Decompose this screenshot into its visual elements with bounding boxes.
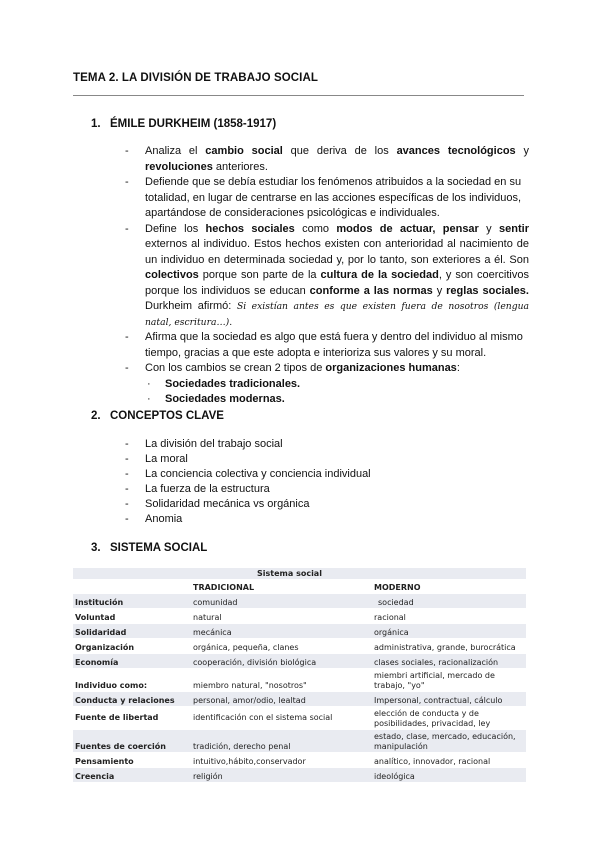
list-item: - Defiende que se debía estudiar los fenómenos atribuidos a la sociedad en su totalidad, en lugar de centrarse en las acciones específicas de los individuos, apartándose de consideraciones psicológicas e individuales. <box>125 176 522 219</box>
cell-modern: miembri artificial, mercado de trabajo, "yo" <box>372 669 526 692</box>
cell-modern: clases sociales, racionalización <box>372 654 526 669</box>
section-3-number: 3. <box>91 542 101 554</box>
cell-traditional: identificación con el sistema social <box>191 707 372 730</box>
cell-modern: ideológica <box>372 768 526 783</box>
section-2-list <box>125 437 529 527</box>
sub-list-item: · Sociedades tradicionales. <box>147 377 301 390</box>
row-label: Fuente de libertad <box>73 707 191 730</box>
table-header-row <box>73 580 526 594</box>
cell-modern: estado, clase, mercado, educación, manipulación <box>372 730 526 753</box>
column-header-traditional: TRADICIONAL <box>191 580 372 594</box>
row-label: Solidaridad <box>73 624 191 639</box>
list-item: - Analiza el cambio social que deriva de los avances tecnológicos y revoluciones anteriores. <box>125 145 529 173</box>
cell-traditional: comunidad <box>191 594 372 609</box>
table-row <box>73 654 526 669</box>
cell-modern: Impersonal, contractual, cálculo <box>372 692 526 707</box>
cell-modern: elección de conducta y de posibilidades, privacidad, ley <box>372 707 526 730</box>
title-divider <box>73 95 524 96</box>
list-item: - Solidaridad mecánica vs orgánica <box>125 498 310 510</box>
sub-list-item: · Sociedades modernas. <box>147 393 285 405</box>
table-row <box>73 624 526 639</box>
table-row <box>73 594 526 609</box>
cell-traditional: mecánica <box>191 624 372 639</box>
row-label: Institución <box>73 594 191 609</box>
cell-traditional: tradición, derecho penal <box>191 730 372 753</box>
section-3-heading <box>91 542 207 554</box>
list-item: - La conciencia colectiva y conciencia individual <box>125 468 371 480</box>
list-item: - Anomia <box>125 513 183 525</box>
section-2-title: CONCEPTOS CLAVE <box>110 410 224 422</box>
section-2-number: 2. <box>91 410 101 422</box>
cell-traditional: orgánica, pequeña, clanes <box>191 639 372 654</box>
table-caption-row <box>73 568 526 580</box>
cell-modern: sociedad <box>372 594 526 609</box>
list-item: - Define los hechos sociales como modos de actuar, pensar y sentir externos al individuo. Estos hechos existen con anterioridad al nacimiento de un individuo en determinada sociedad y, por lo tanto, son exteriores a él. Son colectivos porque son parte de la cultura de la sociedad, y son coercitivos porque los individuos se educan conforme a las normas y reglas sociales. Durkheim afirmó: Si existían antes es que existen fuera de nosotros (lengua natal, escritura…). <box>125 222 529 328</box>
list-item: - La fuerza de la estructura <box>125 483 270 495</box>
row-label: Voluntad <box>73 609 191 624</box>
row-label: Conducta y relaciones <box>73 692 191 707</box>
cell-traditional: cooperación, división biológica <box>191 654 372 669</box>
row-label: Creencia <box>73 768 191 783</box>
section-1-number: 1. <box>91 118 101 130</box>
column-header-modern: MODERNO <box>372 580 526 594</box>
social-system-table <box>73 568 526 783</box>
cell-traditional: intuitivo,hábito,conservador <box>191 753 372 768</box>
table-row <box>73 707 526 730</box>
table-row <box>73 609 526 624</box>
durkheim-quote: Si existían antes es que existen fuera de nosotros (lengua natal, escritura…). <box>145 301 529 328</box>
table-row <box>73 692 526 707</box>
table-row <box>73 753 526 768</box>
section-1-list <box>125 144 529 408</box>
cell-traditional: religión <box>191 768 372 783</box>
row-label: Pensamiento <box>73 753 191 768</box>
section-1-title: ÉMILE DURKHEIM (1858-1917) <box>110 118 277 130</box>
table-row <box>73 639 526 654</box>
cell-modern: analítico, innovador, racional <box>372 753 526 768</box>
table-row <box>73 730 526 753</box>
table-row <box>73 768 526 783</box>
cell-modern: orgánica <box>372 624 526 639</box>
row-label: Economía <box>73 654 191 669</box>
section-3-title: SISTEMA SOCIAL <box>110 542 208 554</box>
table-row <box>73 669 526 692</box>
document-title: TEMA 2. LA DIVISIÓN DE TRABAJO SOCIAL <box>73 72 319 84</box>
cell-modern: racional <box>372 609 526 624</box>
cell-modern: administrativa, grande, burocrática <box>372 639 526 654</box>
list-item: - Afirma que la sociedad es algo que está fuera y dentro del individuo al mismo tiempo, gracias a que este adopta e interioriza sus valores y su moral. <box>125 331 523 359</box>
cell-traditional: natural <box>191 609 372 624</box>
row-label: Organización <box>73 639 191 654</box>
list-item: - La moral <box>125 453 188 465</box>
list-item: - Con los cambios se crean 2 tipos de organizaciones humanas: <box>125 362 460 374</box>
section-2-heading <box>91 410 224 422</box>
row-label: Individuo como: <box>73 669 191 692</box>
row-label: Fuentes de coerción <box>73 730 191 753</box>
table-caption: Sistema social <box>191 568 526 580</box>
cell-traditional: miembro natural, "nosotros" <box>191 669 372 692</box>
cell-traditional: personal, amor/odio, lealtad <box>191 692 372 707</box>
section-1-heading <box>91 118 276 130</box>
list-item: - La división del trabajo social <box>125 438 283 450</box>
